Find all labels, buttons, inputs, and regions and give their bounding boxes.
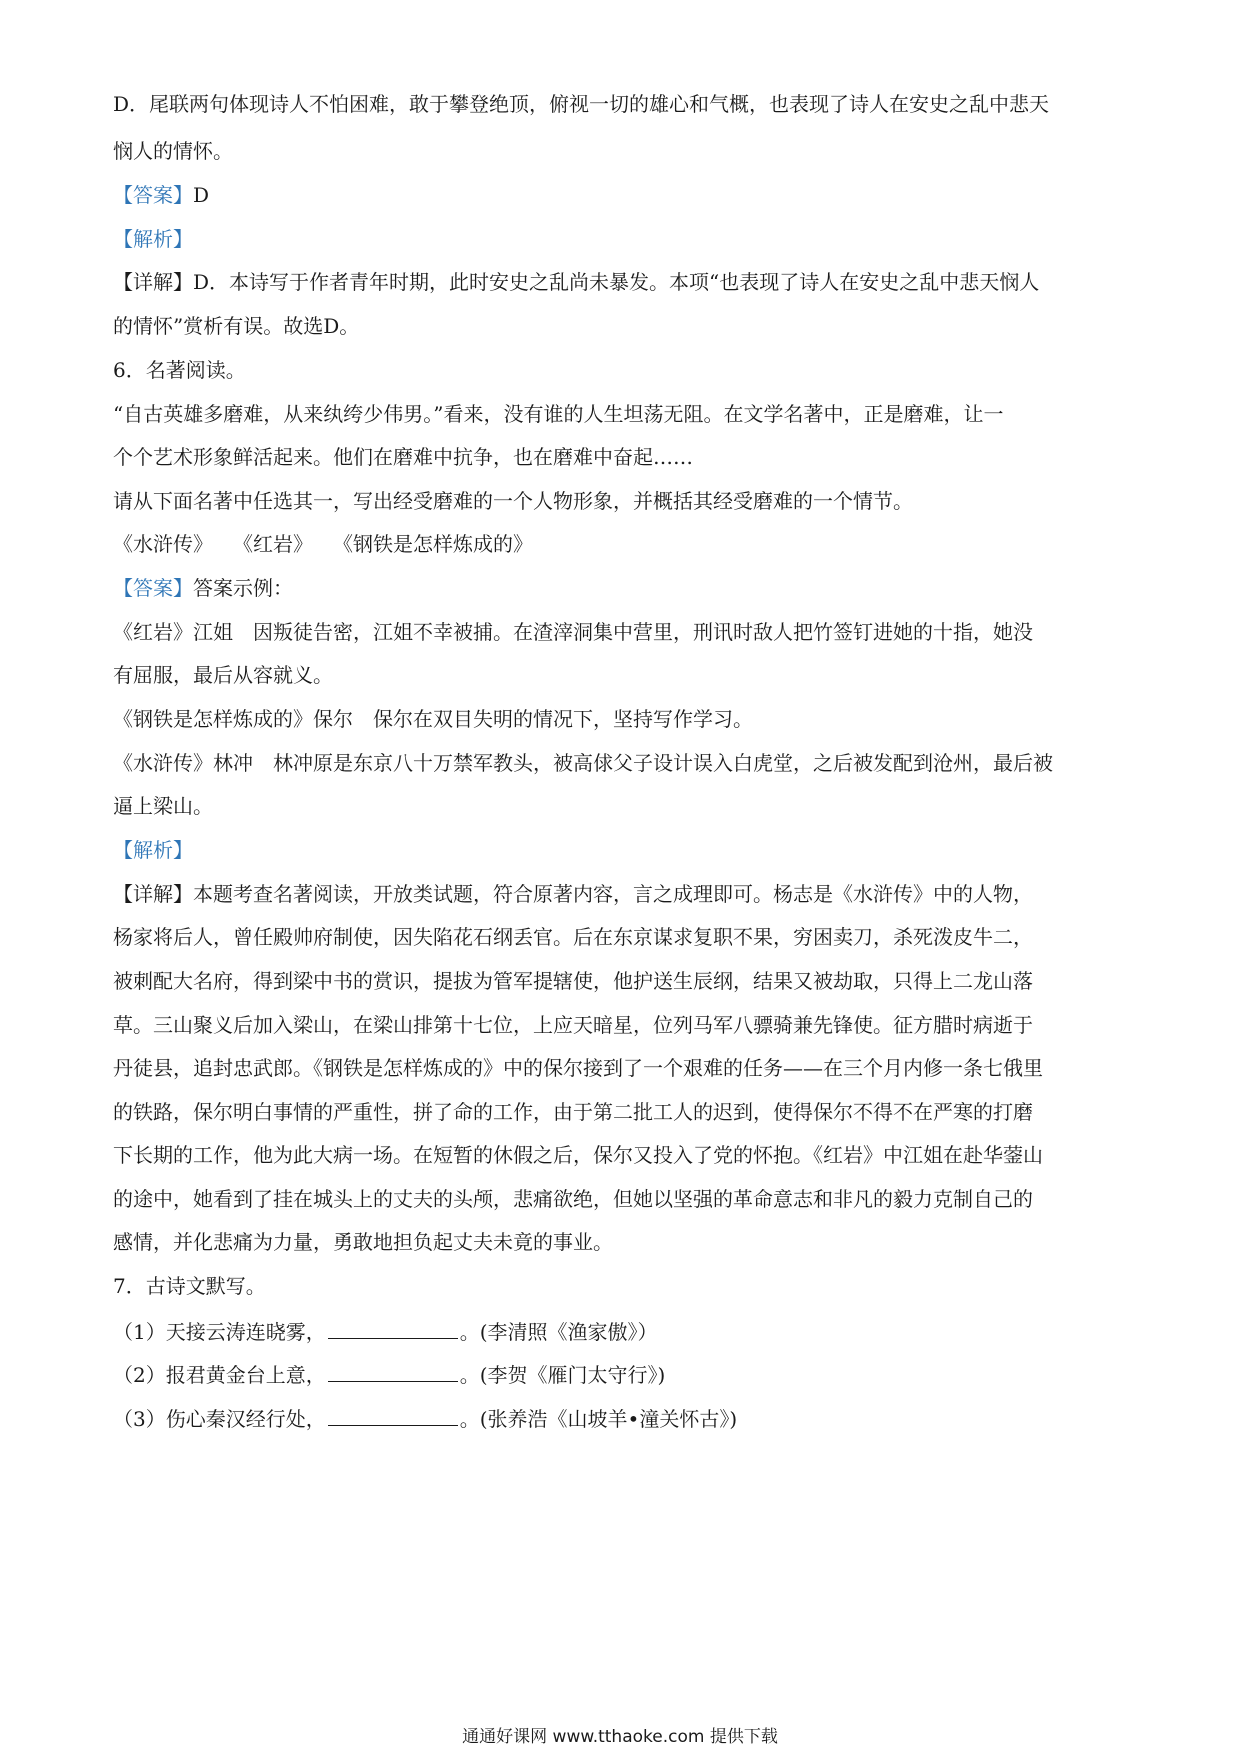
q6-instruction: 请从下面名著中任选其一，写出经受磨难的一个人物形象，并概括其经受磨难的一个情节。	[113, 489, 913, 513]
q6-example-shuihu-line-1: 《水浒传》林冲 林冲原是东京八十万禁军教头，被高俅父子设计误入白虎堂，之后被发配到沧州，最后被	[113, 751, 1053, 775]
detail-tag: 【详解】	[113, 270, 193, 294]
q6-detail-line-3: 被刺配大名府，得到梁中书的赏识，提拔为管军提辖使，他护送生辰纲，结果又被劫取，只得上二龙山落	[113, 969, 1033, 993]
q7-item-3-suffix: 。(张养浩《山坡羊•潼关怀古》)	[459, 1407, 738, 1431]
answer-tag: 【答案】	[113, 576, 193, 600]
q6-answer	[113, 574, 1133, 602]
q5-detail-line-2: 的情怀”赏析有误。故选D。	[113, 314, 360, 338]
q7-item-3	[113, 1403, 1133, 1433]
page-footer: 通通好课网 www.tthaoke.com 提供下载	[462, 1727, 778, 1747]
q7-item-2	[113, 1359, 1133, 1389]
q6-body-line-2: 个个艺术形象鲜活起来。他们在磨难中抗争，也在磨难中奋起……	[113, 445, 693, 469]
analysis-tag: 【解析】	[113, 838, 193, 862]
q7-item-3-blank[interactable]	[328, 1403, 458, 1426]
q7-item-1-suffix: 。(李清照《渔家傲》）	[459, 1320, 658, 1344]
q6-example-hongyan-line-2: 有屈服，最后从容就义。	[113, 663, 333, 687]
q6-heading: 6．名著阅读。	[113, 358, 246, 382]
analysis-tag: 【解析】	[113, 227, 193, 251]
q7-item-2-prefix: （2）报君黄金台上意，	[113, 1363, 326, 1387]
q6-book-list: 《水浒传》 《红岩》 《钢铁是怎样炼成的》	[113, 532, 533, 556]
q7-item-1-blank[interactable]	[328, 1316, 458, 1339]
q6-example-gangtie: 《钢铁是怎样炼成的》保尔 保尔在双目失明的情况下，坚持写作学习。	[113, 707, 753, 731]
q6-analysis-heading	[113, 836, 1133, 864]
q6-detail-line-6: 的铁路，保尔明白事情的严重性，拼了命的工作，由于第二批工人的迟到，使得保尔不得不在严寒的打磨	[113, 1100, 1033, 1124]
option-d-line-1: D．尾联两句体现诗人不怕困难，敢于攀登绝顶，俯视一切的雄心和气概，也表现了诗人在安史之乱中悲天	[113, 92, 1050, 116]
q5-answer	[113, 181, 1133, 209]
answer-tag: 【答案】	[113, 183, 193, 207]
detail-tag: 【详解】	[113, 882, 193, 906]
q6-detail-line-5: 丹徒县，追封忠武郎。《钢铁是怎样炼成的》中的保尔接到了一个艰难的任务——在三个月内修一条七俄里	[113, 1056, 1043, 1080]
q6-detail-line-1	[113, 880, 1133, 908]
q7-item-3-prefix: （3）伤心秦汉经行处，	[113, 1407, 326, 1431]
q5-detail-text: D．本诗写于作者青年时期，此时安史之乱尚未暴发。本项“也表现了诗人在安史之乱中悲天悯人	[193, 270, 1040, 294]
option-d-line-2: 悯人的情怀。	[113, 139, 233, 163]
q6-detail-line-2: 杨家将后人，曾任殿帅府制使，因失陷花石纲丢官。后在东京谋求复职不果，穷困卖刀，杀死泼皮牛二，	[113, 925, 1033, 949]
q6-example-shuihu-line-2: 逼上梁山。	[113, 794, 213, 818]
q7-item-2-suffix: 。(李贺《雁门太守行》)	[459, 1363, 666, 1387]
q6-detail-line-7: 下长期的工作，他为此大病一场。在短暂的休假之后，保尔又投入了党的怀抱。《红岩》中江姐在赴华蓥山	[113, 1143, 1043, 1167]
q6-detail-line-4: 草。三山聚义后加入梁山，在梁山排第十七位，上应天暗星，位列马军八骠骑兼先锋使。征方腊时病逝于	[113, 1013, 1033, 1037]
q6-detail-line-9: 感情，并化悲痛为力量，勇敢地担负起丈夫未竟的事业。	[113, 1230, 613, 1254]
q5-answer-value: D	[193, 183, 210, 207]
q6-body-line-1: “自古英雄多磨难，从来纨绔少伟男。”看来，没有谁的人生坦荡无阻。在文学名著中，正是磨难，让一	[113, 402, 1004, 426]
q7-item-2-blank[interactable]	[328, 1359, 458, 1382]
q6-detail-line-8: 的途中，她看到了挂在城头上的丈夫的头颅，悲痛欲绝，但她以坚强的革命意志和非凡的毅力克制自己的	[113, 1187, 1033, 1211]
q7-item-1	[113, 1316, 1133, 1346]
q7-item-1-prefix: （1）天接云涛连晓雾，	[113, 1320, 326, 1344]
q6-example-hongyan-line-1: 《红岩》江姐 因叛徒告密，江姐不幸被捕。在渣滓洞集中营里，刑讯时敌人把竹签钉进她的十指，她没	[113, 620, 1033, 644]
q7-heading: 7．古诗文默写。	[113, 1274, 266, 1298]
q5-analysis-heading	[113, 225, 1133, 253]
q6-detail-text: 本题考查名著阅读，开放类试题，符合原著内容，言之成理即可。杨志是《水浒传》中的人物，	[193, 882, 1033, 906]
q6-answer-text: 答案示例：	[193, 576, 293, 600]
q5-detail-line-1	[113, 268, 1133, 296]
